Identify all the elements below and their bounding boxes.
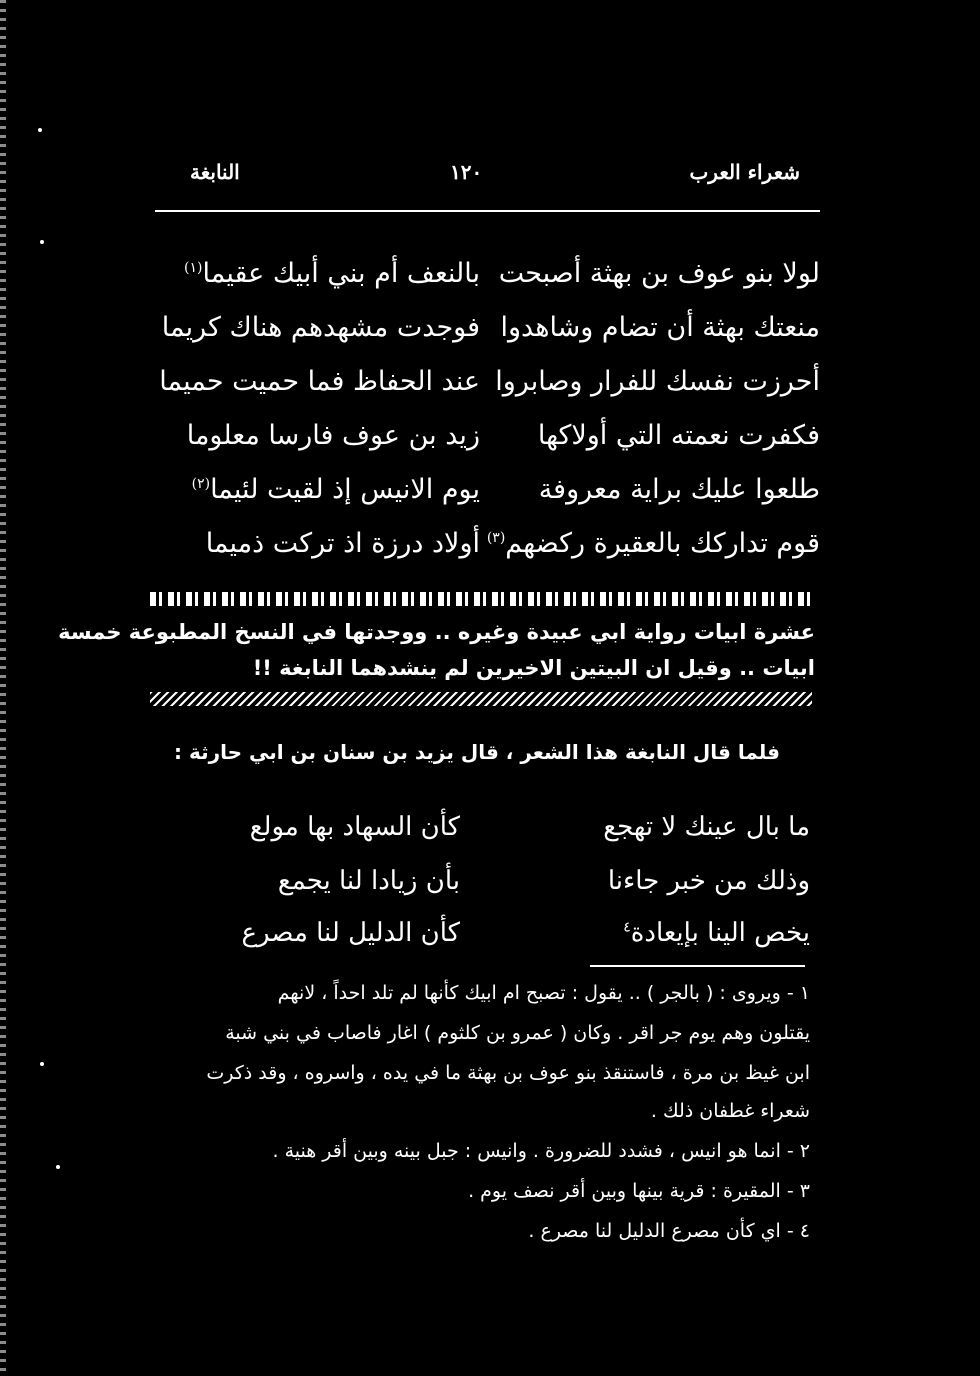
verse-hemistich-second: كأن الدليل لنا مصرع: [241, 918, 460, 948]
footnote-line: ٣ - المقيرة : قرية بينها وبين أقر نصف يوم .: [468, 1180, 810, 1202]
scan-speck: [40, 240, 44, 244]
footnote-line: شعراء غطفان ذلك .: [650, 1100, 810, 1122]
footnote-ref: (٣): [486, 530, 506, 546]
scan-speck: [40, 1062, 44, 1066]
verse-hemistich-first: يخص الينا بإيعادة$^٤$: [623, 918, 810, 948]
verse-hemistich-second: يوم الانيس إذ لقيت لئيما$^{(٢)}$: [191, 474, 480, 505]
verse-line: [150, 812, 810, 862]
verse-hemistich-second: أولاد درزة اذ تركت ذميما: [205, 528, 480, 559]
hatched-divider: [150, 692, 812, 706]
running-header: [150, 160, 800, 200]
verse-hemistich-second: زيد بن عوف فارسا معلوما: [186, 420, 480, 451]
verse-hemistich-first: طلعوا عليك براية معروفة: [538, 474, 820, 505]
footnote-line: ابن غيظ بن مرة ، فاستنقذ بنو عوف بن بهثة ما في يده ، واسروه ، وقد ذكرت: [206, 1062, 810, 1084]
verse-line: [150, 258, 820, 306]
verse-hemistich-second: كأن السهاد بها مولع: [249, 812, 460, 842]
verse-hemistich-first: فكفرت نعمته التي أولاكها: [537, 420, 820, 451]
narration-line: فلما قال النابغة هذا الشعر ، قال يزيد بن سنان بن ابي حارثة :: [173, 740, 780, 764]
verse-hemistich-first: لولا بنو عوف بن بهثة أصبحت: [498, 258, 820, 289]
header-book-title: شعراء العرب: [689, 160, 800, 184]
verse-hemistich-second: بالنعف أم بني أبيك عقيما$^{(١)}$: [184, 258, 480, 289]
scan-edge-artifact: [0, 0, 6, 1376]
verse-line: [150, 474, 820, 522]
footnote-line: ١ - ويروى : ( بالجر ) .. يقول : تصبح ام ابيك كأنها لم تلد احداً ، لانهم: [277, 982, 810, 1004]
verse-hemistich-second: بأن زيادا لنا يجمع: [277, 866, 460, 896]
verse-line: [150, 366, 820, 414]
verse-hemistich-second: فوجدت مشهدهم هناك كريما: [161, 312, 480, 343]
scan-speck: [38, 128, 42, 132]
scan-speck: [56, 1165, 60, 1169]
verse-line: [150, 528, 820, 576]
footnote-line: يقتلون وهم يوم جر اقر . وكان ( عمرو بن كلثوم ) اغار فاصاب في بني شبة: [225, 1022, 810, 1044]
verse-line: [150, 918, 810, 968]
verse-hemistich-first: وذلك من خبر جاءنا: [607, 866, 810, 896]
verse-line: [150, 312, 820, 360]
header-poet-name: النابغة: [190, 160, 240, 184]
editor-note-line: ابيات .. وقيل ان البيتين الاخيرين لم ينشدهما النابغة !!: [252, 656, 815, 680]
footnote-ref: (١): [184, 260, 203, 276]
verse-hemistich-first: منعتك بهثة أن تضام وشاهدوا: [500, 312, 820, 343]
header-rule: [155, 210, 820, 212]
verse-line: [150, 420, 820, 468]
editor-note-line: عشرة ابيات رواية ابي عبيدة وغيره .. ووجدتها في النسخ المطبوعة خمسة: [58, 620, 815, 644]
verse-line: [150, 866, 810, 916]
page-number: ١٢٠: [450, 160, 483, 184]
verse-hemistich-first: قوم تداركك بالعقيرة ركضهم$^{(٣)}$: [486, 528, 820, 559]
verse-hemistich-first: ما بال عينك لا تهجع: [603, 812, 810, 842]
ornament-band: [150, 592, 812, 606]
verse-hemistich-first: أحرزت نفسك للفرار وصابروا: [495, 366, 820, 397]
footnote-line: ٤ - اي كأن مصرع الدليل لنا مصرع .: [528, 1220, 810, 1242]
footnote-ref: (٢): [191, 476, 211, 492]
verse-hemistich-second: عند الحفاظ فما حميت حميما: [159, 366, 480, 397]
footnote-rule: [590, 965, 805, 967]
footnote-ref: ٤: [623, 919, 631, 936]
footnote-line: ٢ - انما هو انيس ، فشدد للضرورة . وانيس : جبل بينه وبين أقر هنية .: [272, 1140, 810, 1162]
